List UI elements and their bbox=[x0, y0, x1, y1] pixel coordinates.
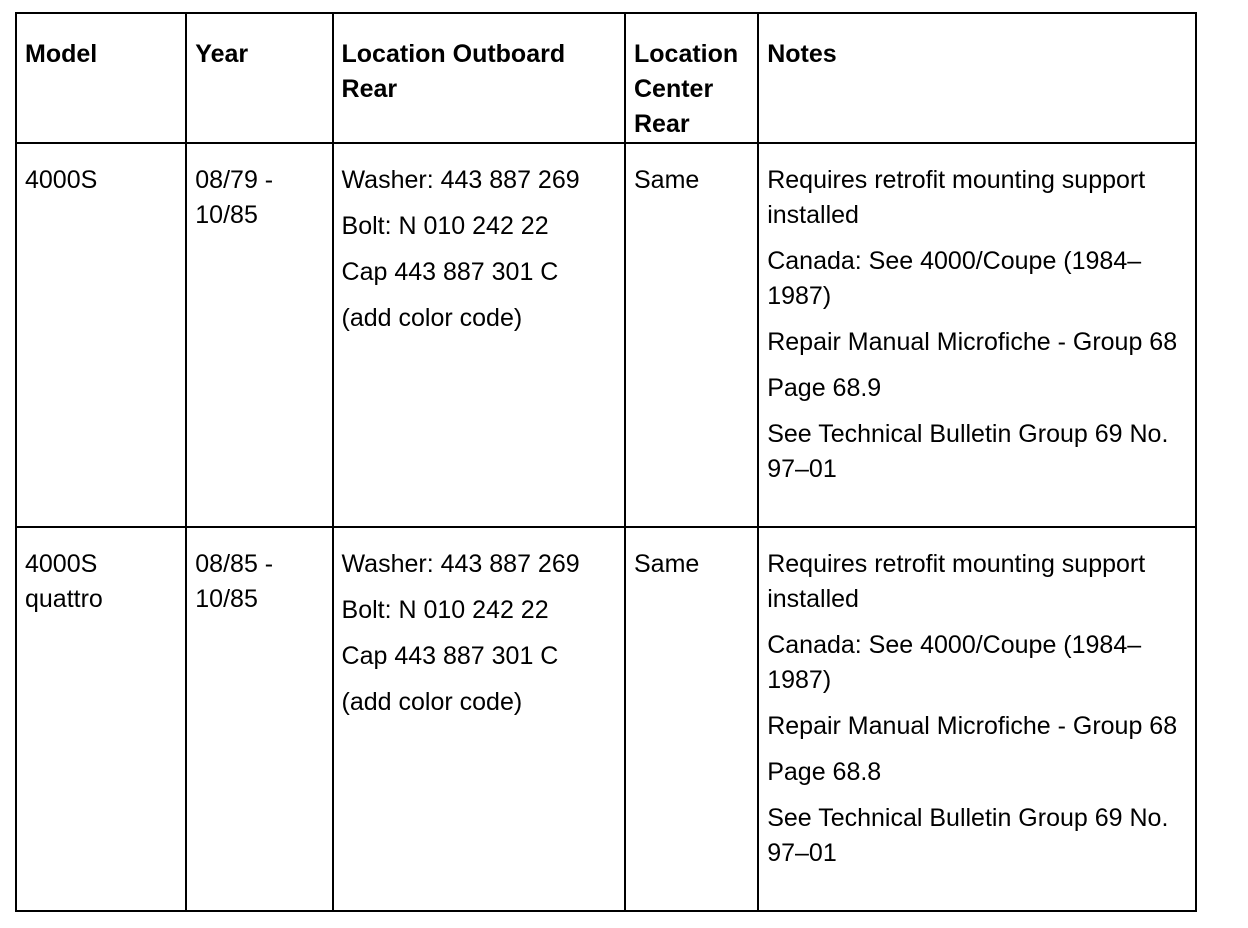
outboard-line: Bolt: N 010 242 22 bbox=[341, 596, 549, 624]
header-location-outboard-rear: Location Outboard Rear bbox=[333, 13, 625, 143]
table-row bbox=[16, 143, 1196, 527]
note-line: Requires retrofit mounting support installed bbox=[767, 550, 1146, 613]
outboard-line: Bolt: N 010 242 22 bbox=[341, 212, 549, 240]
header-model: Model bbox=[16, 13, 186, 143]
outboard-line: Washer: 443 887 269 bbox=[341, 550, 580, 578]
note-line: Repair Manual Microfiche - Group 68 bbox=[767, 712, 1178, 740]
outboard-line: (add color code) bbox=[341, 304, 523, 332]
cell-location-center-rear: Same bbox=[625, 143, 758, 527]
cell-year: 08/85 - 10/85 bbox=[186, 527, 332, 911]
note-line: Page 68.9 bbox=[767, 374, 882, 402]
note-line: See Technical Bulletin Group 69 No. 97–01 bbox=[767, 420, 1169, 483]
cell-location-center-rear: Same bbox=[625, 527, 758, 911]
note-line: Canada: See 4000/Coupe (1984–1987) bbox=[767, 247, 1142, 310]
note-line: Canada: See 4000/Coupe (1984–1987) bbox=[767, 631, 1142, 694]
outboard-line: Cap 443 887 301 C bbox=[341, 258, 559, 286]
header-year: Year bbox=[186, 13, 332, 143]
header-location-center-rear: Location Center Rear bbox=[625, 13, 758, 143]
outboard-line: (add color code) bbox=[341, 688, 523, 716]
note-line: Repair Manual Microfiche - Group 68 bbox=[767, 328, 1178, 356]
header-notes: Notes bbox=[758, 13, 1196, 143]
cell-model: 4000S bbox=[16, 143, 186, 527]
table-header-row bbox=[16, 13, 1196, 143]
cell-year: 08/79 - 10/85 bbox=[186, 143, 332, 527]
cell-notes bbox=[758, 143, 1196, 527]
table-row bbox=[16, 527, 1196, 911]
outboard-line: Cap 443 887 301 C bbox=[341, 642, 559, 670]
cell-location-outboard-rear bbox=[333, 527, 625, 911]
cell-model: 4000S quattro bbox=[16, 527, 186, 911]
note-line: Requires retrofit mounting support installed bbox=[767, 166, 1146, 229]
outboard-line: Washer: 443 887 269 bbox=[341, 166, 580, 194]
cell-location-outboard-rear bbox=[333, 143, 625, 527]
cell-notes bbox=[758, 527, 1196, 911]
note-line: Page 68.8 bbox=[767, 758, 882, 786]
parts-table bbox=[15, 12, 1197, 912]
note-line: See Technical Bulletin Group 69 No. 97–01 bbox=[767, 804, 1169, 867]
